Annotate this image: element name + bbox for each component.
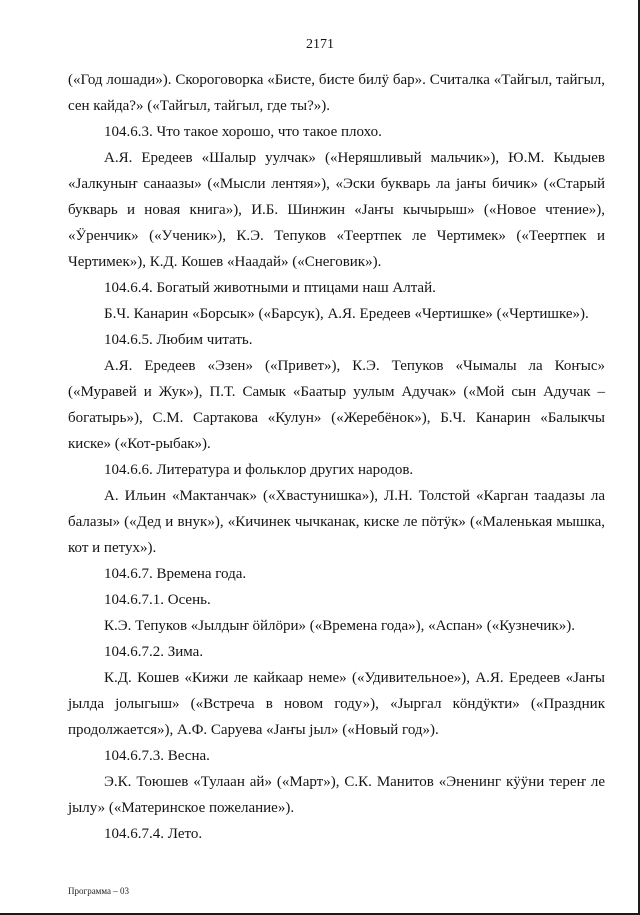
document-body (68, 67, 605, 847)
section-heading: 104.6.3. Что такое хорошо, что такое плохо. (104, 124, 382, 140)
subsection-heading: 104.6.7.1. Осень. (104, 592, 211, 608)
subsection-heading: 104.6.7.4. Лето. (104, 826, 203, 842)
subsection-heading: 104.6.7.2. Зима. (104, 644, 204, 660)
section-heading: 104.6.5. Любим читать. (104, 332, 253, 348)
paragraph: А.Я. Ередеев «Эзен» («Привет»), К.Э. Тепуков «Чымалы ла Коҥыс» («Муравей и Жук»), П.Т. Самык «Баатыр уулым Адучак» («Мой сын Адучак – богатырь»), С.М. Сартакова «Кулун» («Жеребёнок»), Б.Ч. Канарин «Балыкчы киске» («Кот-рыбак»). (68, 358, 605, 452)
section-heading: 104.6.6. Литература и фольклор других народов. (104, 462, 414, 478)
paragraph: Б.Ч. Канарин «Борсык» («Барсук), А.Я. Ередеев «Чертишке» («Чертишке»). (104, 306, 589, 322)
paragraph: К.Э. Тепуков «Јылдыҥ ӧйлӧри» («Времена года»), «Аспан» («Кузнечик»). (104, 618, 575, 634)
footer-label: Программа – 03 (68, 886, 130, 896)
subsection-heading: 104.6.7.3. Весна. (104, 748, 210, 764)
paragraph: («Год лошади»). Скороговорка «Бисте, бисте билӱ бар». Считалка «Тайгыл, тайгыл, сен кайда?» («Тайгыл, тайгыл, где ты?»). (68, 72, 605, 114)
paragraph: А. Ильин «Мактанчак» («Хвастунишка»), Л.Н. Толстой «Карган таадазы ла балазы» («Дед и внук»), «Кичинек чычканак, киске ле пӧтӱк» («Маленькая мышка, кот и петух»). (68, 488, 605, 556)
page-number: 2171 (306, 37, 334, 52)
paragraph: А.Я. Ередеев «Шалыр уулчак» («Неряшливый мальчик»), Ю.М. Кыдыев «Јалкуныҥ санаазы» («Мысли лентяя»), «Эски букварь ла јаҥы бичик» («Старый букварь и новая книга»), И.Б. Шинжин «Јаҥы кычырыш» («Новое чтение»), «Ӱренчик» («Ученик»), К.Э. Тепуков «Теертпек ле Чертимек» («Теертпек и Чертимек»), К.Д. Кошев «Наадай» («Снеговик»). (68, 150, 605, 270)
paragraph: К.Д. Кошев «Кижи ле кайкаар неме» («Удивительное»), А.Я. Ередеев «Јаҥы јылда јолыгыш» («Встреча в новом году»), «Јыргал кӧндӱкти» («Праздник продолжается»), А.Ф. Саруева «Јаҥы јыл» («Новый год»). (68, 670, 605, 738)
section-heading: 104.6.7. Времена года. (104, 566, 247, 582)
section-heading: 104.6.4. Богатый животными и птицами наш Алтай. (104, 280, 436, 296)
paragraph: Э.К. Тоюшев «Тулаан ай» («Март»), С.К. Манитов «Эненинг кӱӱни тереҥ ле јылу» («Материнское пожелание»). (68, 774, 605, 816)
